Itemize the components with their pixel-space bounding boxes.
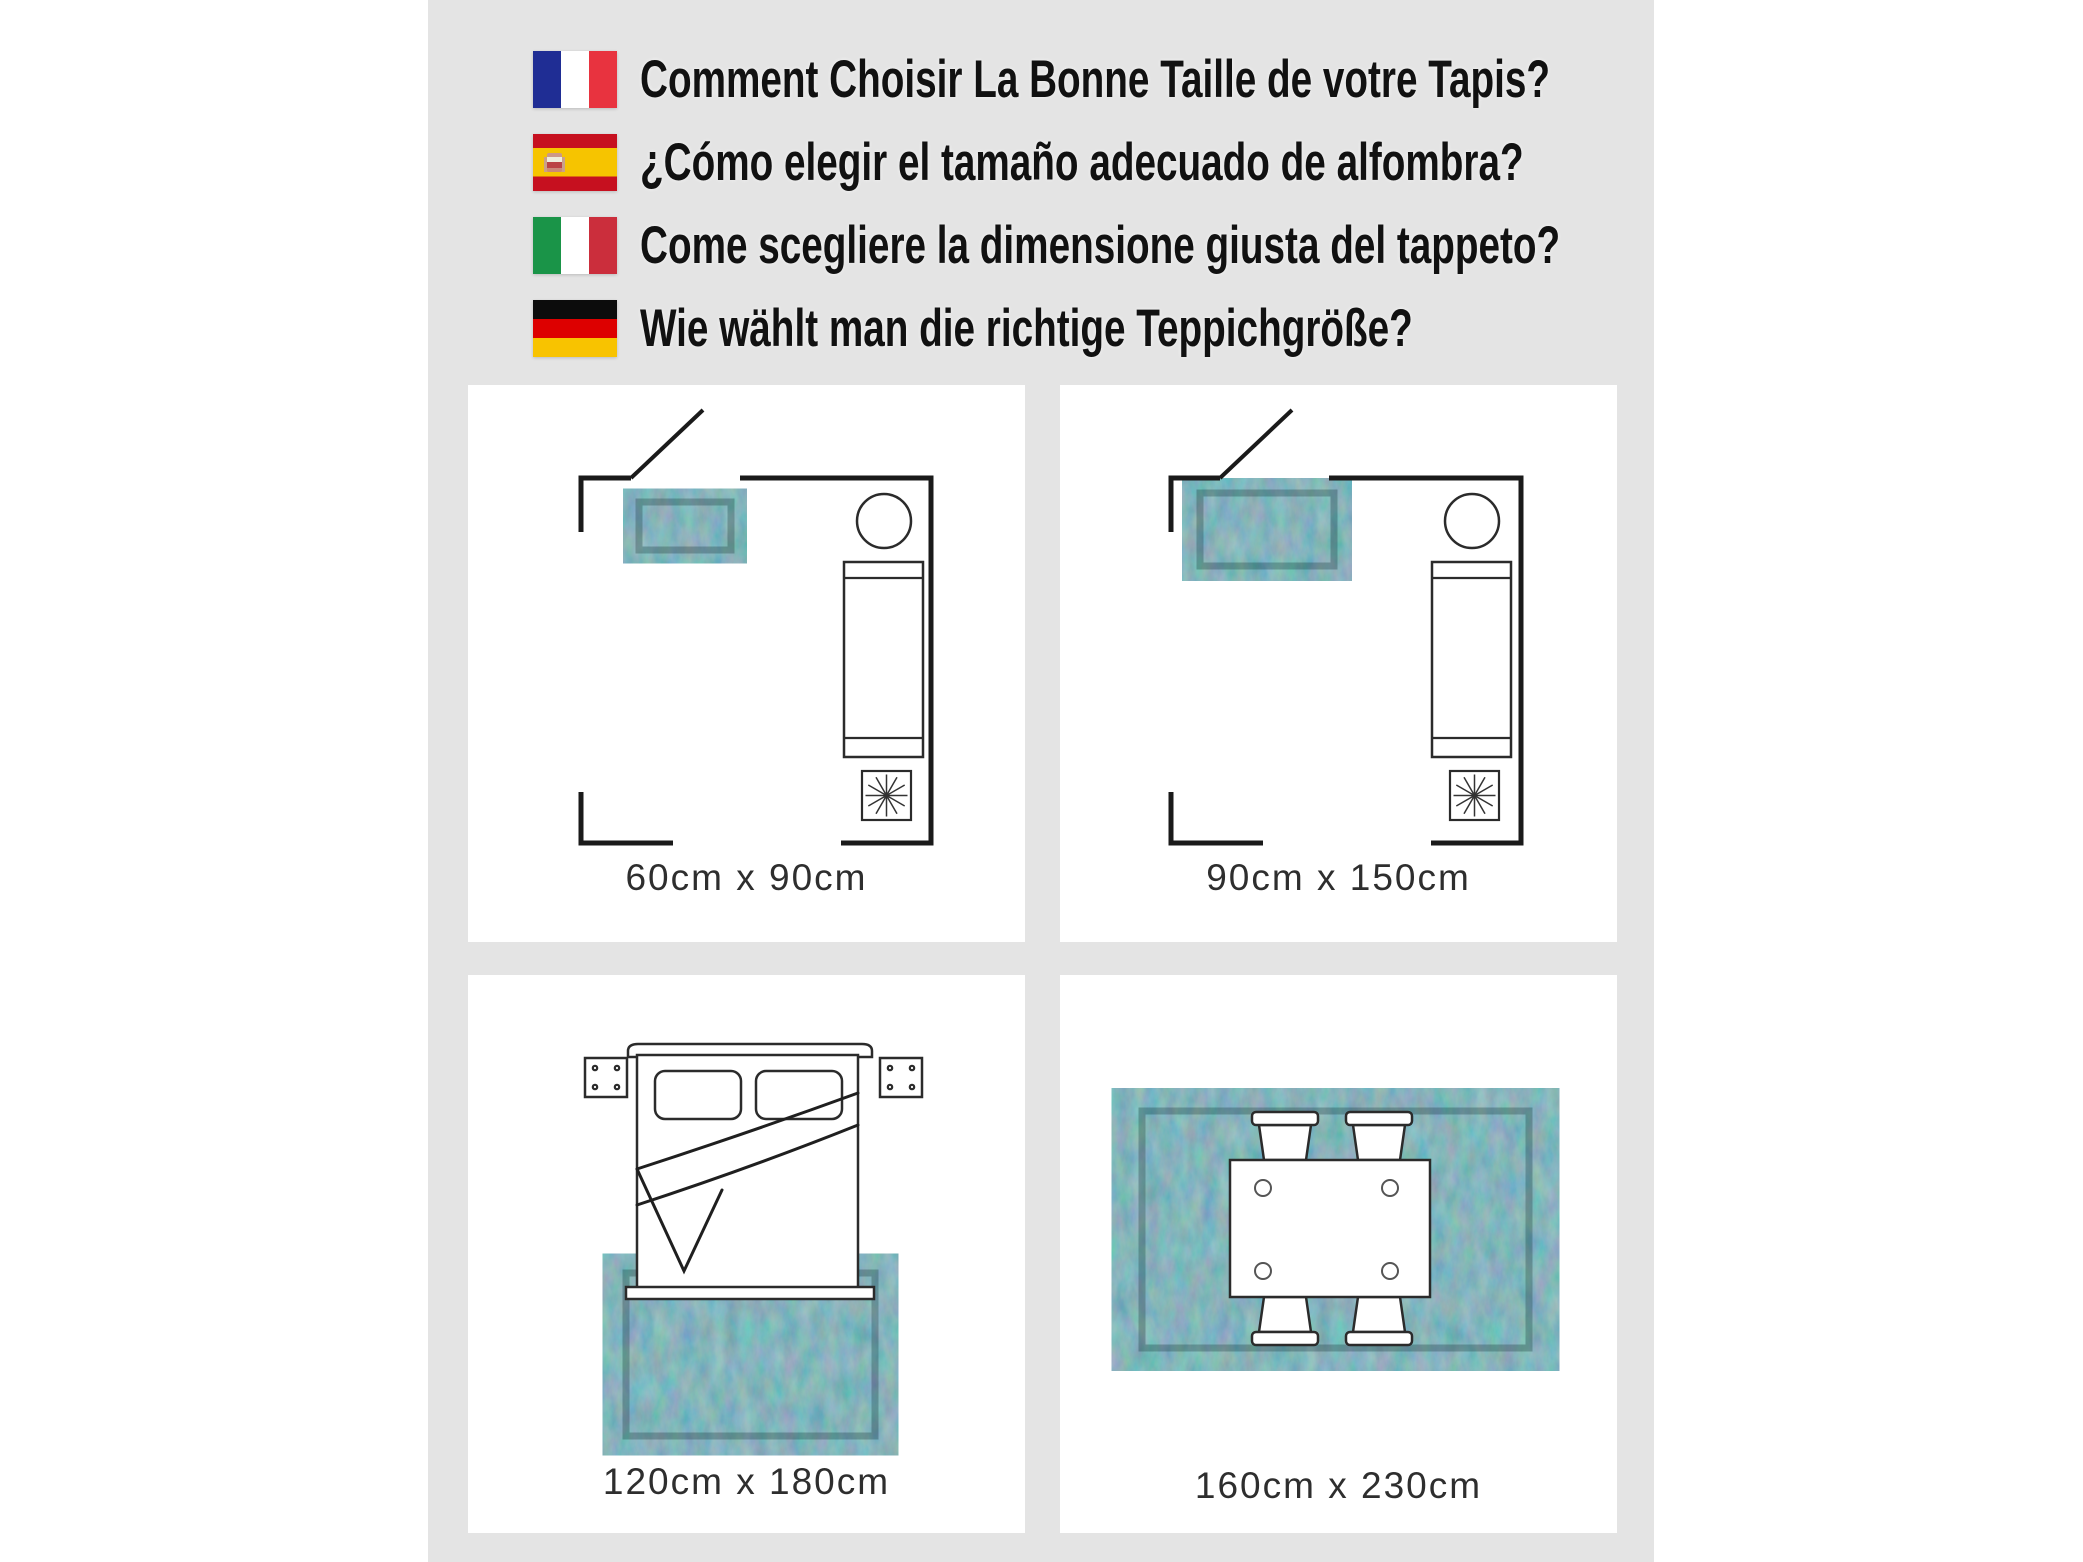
table-leg	[1382, 1180, 1398, 1196]
pillow-left	[655, 1071, 741, 1119]
size-label: 90cm x 150cm	[1206, 857, 1471, 898]
table-leg	[1382, 1263, 1398, 1279]
table-leg	[1255, 1180, 1271, 1196]
title-spanish: ¿Cómo elegir el tamaño adecuado de alfombra?	[640, 133, 1524, 192]
sofa	[1432, 562, 1511, 757]
france-flag-icon	[533, 51, 617, 108]
potted-plant-icon	[862, 771, 911, 820]
title-italian: Come scegliere la dimensione giusta del tappeto?	[640, 216, 1561, 275]
footboard	[626, 1287, 874, 1299]
nightstand-right	[880, 1058, 922, 1097]
spain-coat-of-arms-icon	[547, 153, 562, 172]
language-row-spanish	[533, 134, 1850, 191]
card-bedroom-rug	[468, 975, 1025, 1533]
chair-top-right	[1346, 1112, 1412, 1160]
round-side-table	[1445, 494, 1499, 548]
chair-bottom-right	[1346, 1297, 1412, 1345]
rug-texture	[1190, 483, 1344, 576]
language-row-german	[533, 300, 1699, 357]
potted-plant-icon	[1450, 771, 1499, 820]
language-row-french	[533, 51, 1887, 108]
language-row-italian	[533, 217, 1901, 274]
content-panel	[428, 0, 1654, 1562]
card-room-large-rug	[1060, 385, 1617, 942]
spain-flag-icon	[533, 134, 617, 191]
title-german: Wie wählt man die richtige Teppichgröße?	[640, 299, 1413, 358]
wall-bottom-left	[1171, 792, 1263, 843]
dining-room-diagram	[1060, 975, 1617, 1533]
germany-flag-icon	[533, 300, 617, 357]
table-leg	[1255, 1263, 1271, 1279]
pillow-right	[756, 1071, 842, 1119]
italy-flag-icon	[533, 217, 617, 274]
chair-bottom-left	[1252, 1297, 1318, 1345]
size-label: 120cm x 180cm	[602, 1461, 891, 1502]
door-swing	[1220, 410, 1292, 478]
card-dining-rug	[1060, 975, 1617, 1533]
title-french: Comment Choisir La Bonne Taille de votre Tapis?	[640, 50, 1551, 109]
size-label: 160cm x 230cm	[1194, 1465, 1483, 1506]
dining-table	[1230, 1160, 1430, 1297]
door-swing	[631, 410, 703, 478]
round-side-table	[857, 494, 911, 548]
sofa	[844, 562, 923, 757]
card-room-small-rug	[468, 385, 1025, 942]
nightstand-left	[585, 1058, 627, 1097]
chair-top-left	[1252, 1112, 1318, 1160]
bedroom-diagram	[468, 975, 1025, 1533]
size-label: 60cm x 90cm	[625, 857, 868, 898]
wall-top-left	[581, 478, 631, 532]
wall-bottom-left	[581, 792, 673, 843]
